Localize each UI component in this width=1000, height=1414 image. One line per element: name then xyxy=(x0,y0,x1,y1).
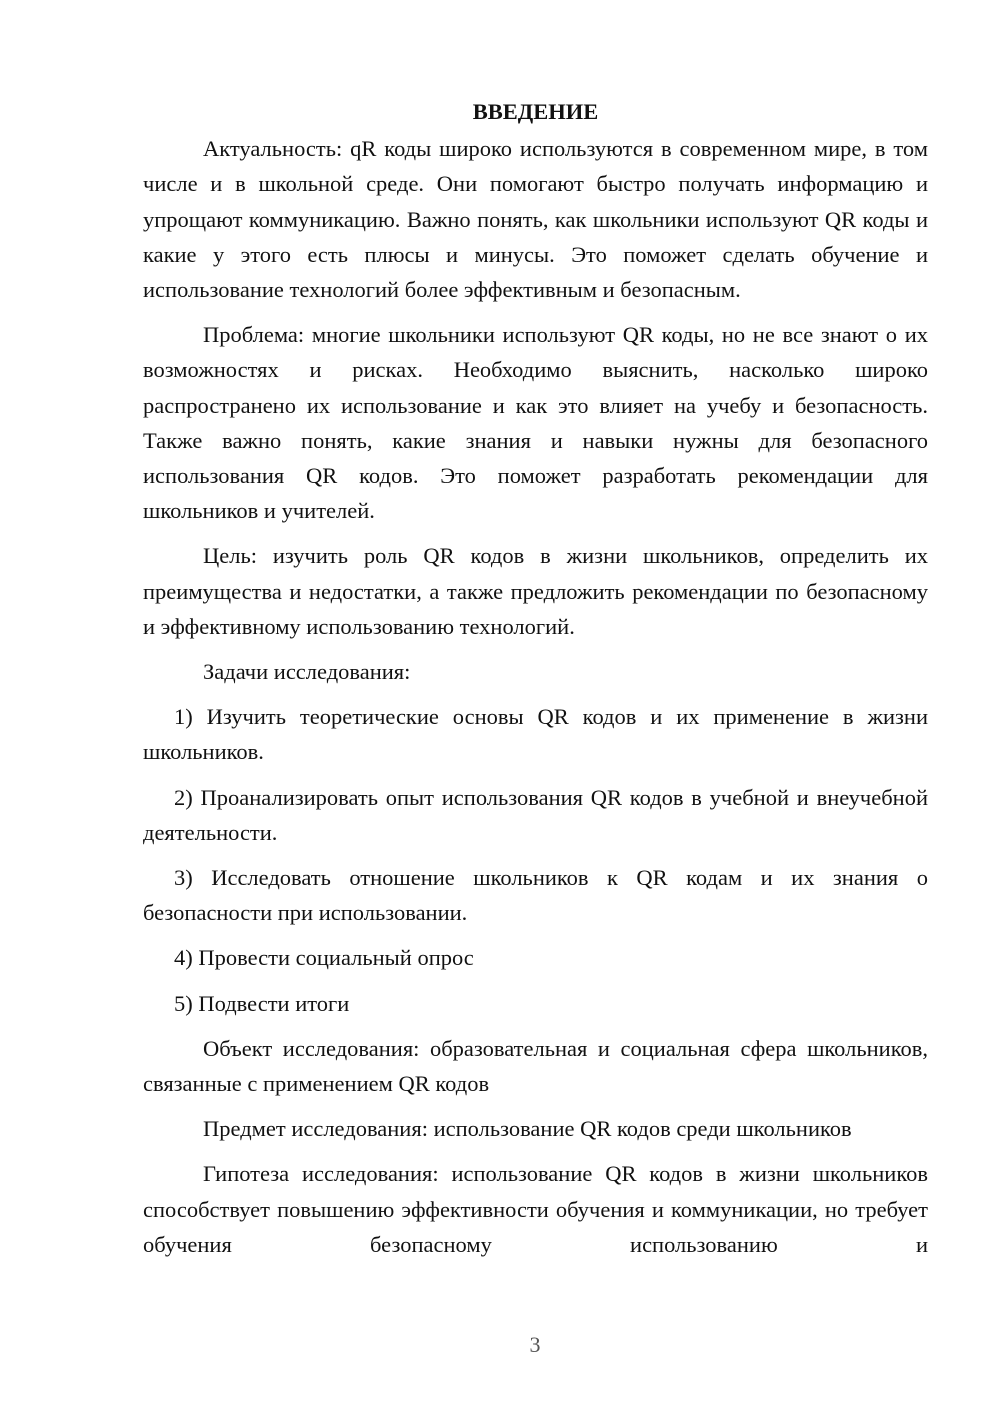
object-paragraph: Объект исследования: образовательная и социальная сфера школьников, связанные с применением QR кодов xyxy=(143,1035,928,1097)
task-item-1: 1) Изучить теоретические основы QR кодов и их применение в жизни школьников. xyxy=(143,704,928,765)
page-number: 3 xyxy=(529,1332,541,1357)
document-page xyxy=(143,94,928,1272)
relevance-paragraph: Актуальность: qR коды широко используются в современном мире, в том числе и в школьной среде. Они помогают быстро получать информацию и упрощают коммуникацию. Важно понять, как школьники используют QR коды и какие у этого есть плюсы и минусы. Это поможет сделать обучение и использование технологий более эффективным и безопасным. xyxy=(143,136,928,303)
hypothesis-paragraph: Гипотеза исследования: использование QR кодов в жизни школьников способствует повышению эффективности обучения и коммуникации, но требует обучения безопасному использованию и xyxy=(143,1161,928,1257)
subject-paragraph: Предмет исследования: использование QR кодов среди школьников xyxy=(203,1116,852,1142)
task-item-4: 4) Провести социальный опрос xyxy=(174,945,474,971)
tasks-heading: Задачи исследования: xyxy=(203,659,411,685)
section-heading: ВВЕДЕНИЕ xyxy=(472,99,599,124)
task-item-5: 5) Подвести итоги xyxy=(174,990,350,1016)
problem-paragraph: Проблема: многие школьники используют QR коды, но не все знают о их возможностях и рисках. Необходимо выяснить, насколько широко распространено их использование и как это влияет на учебу и безопасность. Также важно понять, какие знания и навыки нужны для безопасного использования QR кодов. Это поможет разработать рекомендации для школьников и учителей. xyxy=(143,322,928,524)
goal-paragraph: Цель: изучить роль QR кодов в жизни школьников, определить их преимущества и недостатки, а также предложить рекомендации по безопасному и эффективному использованию технологий. xyxy=(143,543,928,639)
task-item-2: 2) Проанализировать опыт использования QR кодов в учебной и внеучебной деятельности. xyxy=(143,784,928,845)
task-item-3: 3) Исследовать отношение школьников к QR кодам и их знания о безопасности при использовании. xyxy=(143,865,928,926)
